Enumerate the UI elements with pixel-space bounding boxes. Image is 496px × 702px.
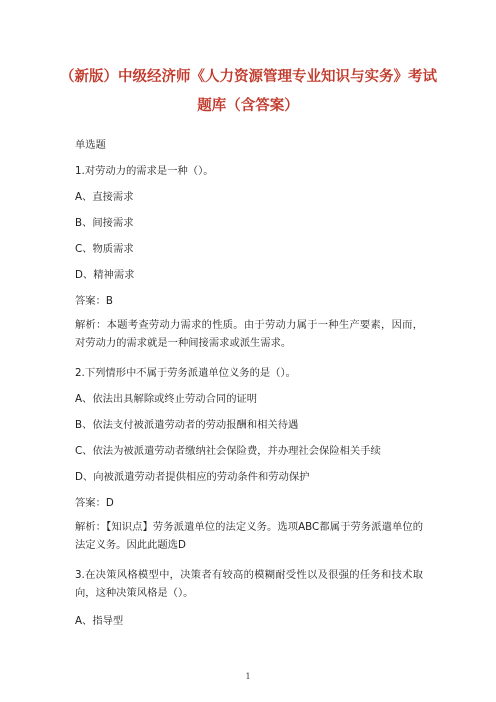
question-2-option-c: C、依法为被派遣劳动者缴纳社会保险费，并办理社会保险相关手续 (75, 445, 381, 457)
question-2-option-b: B、依法支付被派遣劳动者的劳动报酬和相关待遇 (75, 419, 299, 431)
document-title-line-1: （新版）中级经济师《人力资源管理专业知识与实务》考试 (60, 69, 437, 85)
question-3-text: 3.在决策风格模型中，决策者有较高的模糊耐受性以及很强的任务和技术取向，这种决策风格是（）。 (75, 569, 423, 599)
question-1-analysis: 解析：本题考查劳动力需求的性质。由于劳动力属于一种生产要素，因而，对劳动力的需求就是一种间接需求或派生需求。 (75, 319, 423, 349)
page-number: 1 (245, 672, 251, 681)
question-2-option-d: D、向被派遣劳动者提供相应的劳动条件和劳动保护 (75, 471, 310, 483)
document-title-line-2: 题库（含答案） (197, 98, 299, 114)
question-1-option-d: D、精神需求 (75, 269, 135, 281)
section-heading: 单选题 (75, 139, 106, 151)
question-2-answer: 答案：D (75, 497, 114, 509)
question-1-answer: 答案：B (75, 295, 113, 307)
question-1-option-c: C、物质需求 (75, 243, 134, 255)
question-2-text: 2.下列情形中不属于劳务派遣单位义务的是（）。 (75, 367, 296, 379)
question-1-option-a: A、直接需求 (75, 191, 134, 203)
question-3-option-a: A、指导型 (75, 615, 124, 627)
question-1-text: 1.对劳动力的需求是一种（）。 (75, 165, 214, 177)
question-2-option-a: A、依法出具解除或终止劳动合同的证明 (75, 393, 258, 405)
question-2-analysis: 解析：【知识点】劳务派遣单位的法定义务。选项ABC都属于劳务派遣单位的法定义务。因此此题选D (75, 521, 423, 551)
question-1-option-b: B、间接需求 (75, 217, 134, 229)
